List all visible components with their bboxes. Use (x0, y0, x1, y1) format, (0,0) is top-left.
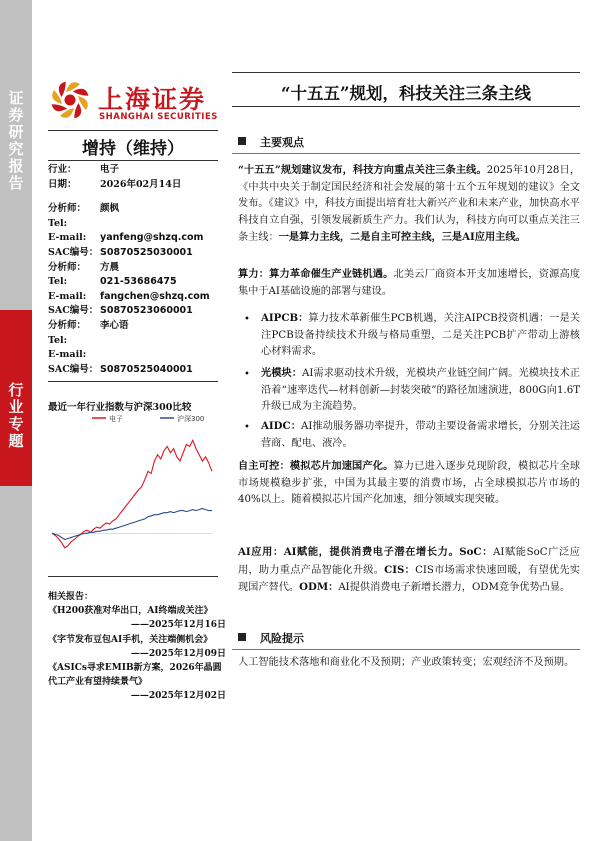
chart-title: 最近一年行业指数与沪深300比较 (48, 402, 192, 413)
analyst-name-key: 分析师： (48, 261, 87, 273)
related-report-date: ——2025年12月02日 (130, 691, 226, 702)
bullet-text: AI需求驱动技术升级，光模块产业链空间广阔。光模块技术正沿着“速率迭代—材料创新—封装突破”的路径加速演进，800G向1.6T升级已成为主流趋势。 (261, 368, 580, 413)
related-report-title[interactable]: 《ASICs寻求EMIB新方案，2026年晶圆代工产业有望持续景气》 (48, 663, 222, 688)
divider (232, 153, 580, 154)
para-lead: CIS： (384, 563, 416, 576)
para-tail: 一是算力主线，二是自主可控主线，三是AI应用主线。 (278, 231, 526, 244)
analyst-tel: 021-53686475 (100, 276, 177, 288)
analyst-tel (100, 217, 218, 232)
related-report-title[interactable]: 《H200获准对华出口，AI终端成关注》 (48, 606, 213, 617)
analyst-email[interactable]: yanfeng@shzq.com (100, 232, 204, 244)
logo-name-cn: 上海证券 (98, 85, 207, 114)
related-label: 相关报告： (48, 592, 94, 602)
bullet-icon: • (244, 369, 250, 380)
related-report-title[interactable]: 《字节发布豆包AI手机，关注端侧机会》 (48, 634, 213, 645)
analyst-name-row (48, 261, 218, 276)
shanghai-securities-logo-icon (48, 78, 92, 122)
bullet-icon: • (244, 314, 250, 325)
para-lead: “十五五”规划建议发布，科技方向重点关注三条主线。 (238, 164, 487, 176)
analyst-email[interactable]: fangchen@shzq.com (100, 290, 210, 302)
analyst-email[interactable] (100, 348, 218, 363)
bullet-text: 算力技术革新催生PCB机遇，关注AIPCB投资机遇：一是关注PCB设备持续技术升级与格局重塑，二是关注PCB扩产带动上游核心材料需求。 (261, 313, 580, 358)
bullet-lead: AIPCB： (261, 312, 309, 324)
analyst-tel-key: Tel: (48, 217, 68, 229)
analyst-tel-key: Tel: (48, 334, 68, 346)
paragraph-risk: 人工智能技术落地和商业化不及预期；产业政策转变；宏观经济不及预期。 (238, 657, 575, 668)
section-title: 主要观点 (260, 136, 304, 149)
para-text: AI提供消费电子新增长潜力，ODM竞争优势凸显。 (338, 582, 571, 594)
bullet-optical-module (261, 365, 580, 416)
bullet-aipcb (261, 310, 580, 361)
analyst-name-key: 分析师： (48, 319, 87, 331)
analyst-name-row (48, 202, 218, 217)
section-heading-risks (238, 630, 304, 646)
paragraph-policy (238, 162, 580, 247)
bullet-lead: 光模块： (261, 367, 303, 379)
related-reports (48, 590, 226, 704)
analyst-email-key: E-mail: (48, 232, 87, 244)
analyst-email-row (48, 231, 218, 246)
paragraph-ai-application (238, 544, 580, 597)
rating: 增持（维持） (82, 139, 184, 159)
related-report-date: ——2025年12月16日 (130, 620, 226, 631)
section-heading-key-points (238, 134, 304, 150)
analyst-email-row (48, 290, 218, 305)
logo-name-en: SHANGHAI SECURITIES (99, 112, 218, 122)
analyst-sac-key: SAC编号： (48, 363, 99, 375)
para-text: 算力已进入逐步兑现阶段，模拟芯片全球市场规模稳步扩张，中国为其最主要的消费市场，占全球模拟芯片市场的40%以上。随着模拟芯片国产化加速，细分领域实现突破。 (238, 461, 581, 506)
divider (48, 381, 218, 382)
chart-series-line-0 (52, 440, 212, 548)
analyst-tel-key: Tel: (48, 276, 68, 288)
bullet-text: AI推动服务器功率提升，带动主要设备需求增长，分别关注运营商、配电、液冷。 (261, 421, 580, 449)
industry-key: 行业： (48, 164, 77, 175)
industry-value: 电子 (100, 164, 120, 175)
side-band-bottom (0, 486, 32, 841)
related-report-date: ——2025年12月09日 (130, 648, 226, 659)
analyst-list (48, 202, 218, 377)
bullet-icon: • (244, 422, 250, 433)
analyst-name-key: 分析师： (48, 203, 87, 215)
report-type-label: 证 券 研 究 报 告 (8, 89, 24, 192)
analyst-tel-row (48, 275, 218, 290)
industry-row (48, 163, 218, 178)
index-comparison-chart (48, 412, 218, 562)
divider (232, 649, 580, 650)
para-text: 北美云厂商资本开支加速增长，资源高度集中于AI基础设施的部署与建设。 (238, 269, 581, 297)
analyst-sac-row (48, 246, 218, 261)
divider (48, 160, 218, 161)
para-text: CIS市场需求快速回暖，有望优先实现国产替代。 (238, 564, 580, 594)
legend-label-0: 电子 (109, 415, 123, 423)
analyst-sac-row (48, 363, 218, 378)
paragraph-self-reliance (238, 458, 580, 509)
analyst-email-row (48, 348, 218, 363)
para-lead: 算力：算力革命催生产业链机遇。 (238, 268, 394, 280)
para-lead: AI应用：AI赋能，提供消费电子潜在增长力。SoC： (238, 546, 493, 558)
divider (232, 72, 580, 73)
chart-series-line-1 (52, 509, 212, 540)
analyst-tel (100, 334, 218, 349)
report-info (48, 163, 218, 377)
date-value: 2026年02月14日 (100, 178, 182, 190)
para-lead: ODM： (299, 581, 339, 594)
analyst-name-row (48, 319, 218, 334)
bullet-aidc (261, 418, 580, 452)
analyst-name: 李心语 (100, 319, 129, 331)
section-title: 风险提示 (260, 632, 304, 645)
divider (48, 130, 218, 131)
date-row (48, 178, 218, 193)
analyst-sac-key: SAC编号： (48, 246, 99, 258)
square-bullet-icon (238, 633, 246, 641)
bullet-lead: AIDC： (261, 420, 302, 432)
analyst-tel-row (48, 334, 218, 349)
analyst-sac: S0870525040001 (100, 363, 193, 375)
analyst-sac-key: SAC编号： (48, 305, 99, 317)
report-title: “十五五”规划，科技关注三条主线 (281, 84, 531, 103)
analyst-sac: S0870523060001 (100, 305, 193, 317)
analyst-name: 方晨 (100, 261, 120, 273)
para-text: AI赋能SoC广泛应用，助力重点产品智能化升级。 (238, 547, 580, 576)
divider (48, 576, 218, 577)
legend-label-1: 沪深300 (177, 415, 205, 423)
para-lead: 自主可控：模拟芯片加速国产化。 (238, 460, 394, 472)
analyst-email-key: E-mail: (48, 290, 87, 302)
para-text: 2025年10月28日，《中共中央关于制定国民经济和社会发展的第十五个五年规划的建议》全文发布。《建议》中，科技方面提出培育壮大新兴产业和未来产业，加快高水平科技自立自强，引领发展新质生产力。我们认为，科技方向可以重点关注三条主线： (238, 165, 581, 244)
analyst-name: 颜枫 (100, 203, 120, 215)
report-category-label: 行 业 专 题 (8, 381, 24, 450)
paragraph-compute (238, 266, 580, 300)
analyst-sac-row (48, 304, 218, 319)
analyst-tel-row (48, 217, 218, 232)
analyst-sac: S0870525030001 (100, 246, 193, 258)
date-key: 日期： (48, 178, 77, 190)
analyst-email-key: E-mail: (48, 349, 87, 361)
square-bullet-icon (238, 137, 246, 145)
divider (232, 106, 580, 107)
